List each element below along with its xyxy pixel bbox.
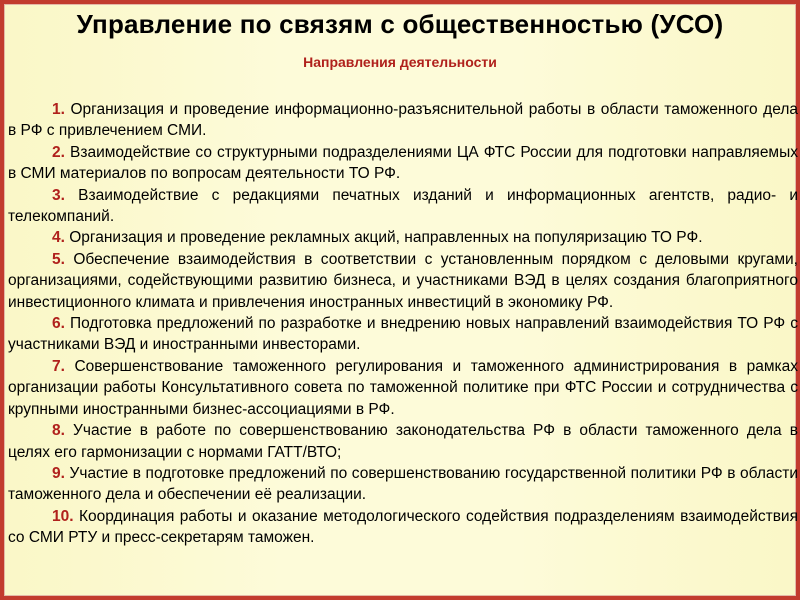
- item-text: Участие в работе по совершенствованию законодательства РФ в области таможенного дела в целях его гармонизации с нормами ГАТТ/ВТО;: [8, 422, 798, 461]
- list-item: [8, 142, 798, 185]
- item-number: 4.: [52, 229, 65, 247]
- item-number: 8.: [52, 422, 65, 440]
- item-number: 2.: [52, 143, 65, 161]
- item-number: 6.: [52, 315, 65, 333]
- page-title: Управление по связям с общественностью (УСО): [76, 9, 724, 39]
- item-number: 10.: [52, 507, 74, 525]
- item-text: Организация и проведение рекламных акций, направленных на популяризацию ТО РФ.: [69, 229, 703, 247]
- list-item: [8, 99, 798, 142]
- item-number: 5.: [52, 250, 65, 268]
- item-text: Координация работы и оказание методологического содействия подразделениям взаимодействия со СМИ РТУ и пресс-секретарям таможен.: [8, 507, 798, 547]
- activity-list: [8, 99, 798, 549]
- item-text: Взаимодействие с редакциями печатных изданий и информационных агентств, радио- и телекомпаний.: [8, 186, 799, 226]
- list-item: [8, 249, 798, 313]
- item-text: Совершенствование таможенного регулирования и таможенного администрирования в рамках организации работы Консультативного совета по таможенной политике при ФТС России и сотрудничества с крупными иностранными бизнес-ассоциациями в РФ.: [8, 357, 798, 418]
- item-text: Организация и проведение информационно-разъяснительной работы в области таможенного дела в РФ с привлечением СМИ.: [8, 101, 798, 140]
- item-number: 3.: [52, 186, 65, 204]
- section-subtitle: Направления деятельности: [303, 54, 497, 70]
- list-item: [8, 313, 798, 356]
- list-item: [8, 185, 798, 228]
- list-item: [8, 356, 798, 420]
- item-number: 1.: [52, 101, 65, 118]
- list-item: [8, 227, 798, 248]
- list-item: [8, 463, 798, 506]
- item-text: Участие в подготовке предложений по совершенствованию государственной политики РФ в области таможенного дела и обеспечении её реализации.: [8, 464, 799, 504]
- item-text: Взаимодействие со структурными подразделениями ЦА ФТС России для подготовки направляемых в СМИ материалов по вопросам деятельности ТО РФ.: [8, 143, 798, 183]
- list-item: [8, 506, 798, 549]
- item-text: Подготовка предложений по разработке и внедрению новых направлений взаимодействия ТО РФ с участниками ВЭД и иностранными инвесторами.: [8, 315, 799, 354]
- list-item: [8, 420, 798, 463]
- item-text: Обеспечение взаимодействия в соответствии с установленным порядком с деловыми кругами, организациями, содействующими развитию бизнеса, и участниками ВЭД в целях создания благоприятного инвестиционного климата и привлечения иностранных инвестиций в экономику РФ.: [8, 250, 798, 311]
- item-number: 7.: [52, 357, 65, 375]
- item-number: 9.: [52, 464, 65, 482]
